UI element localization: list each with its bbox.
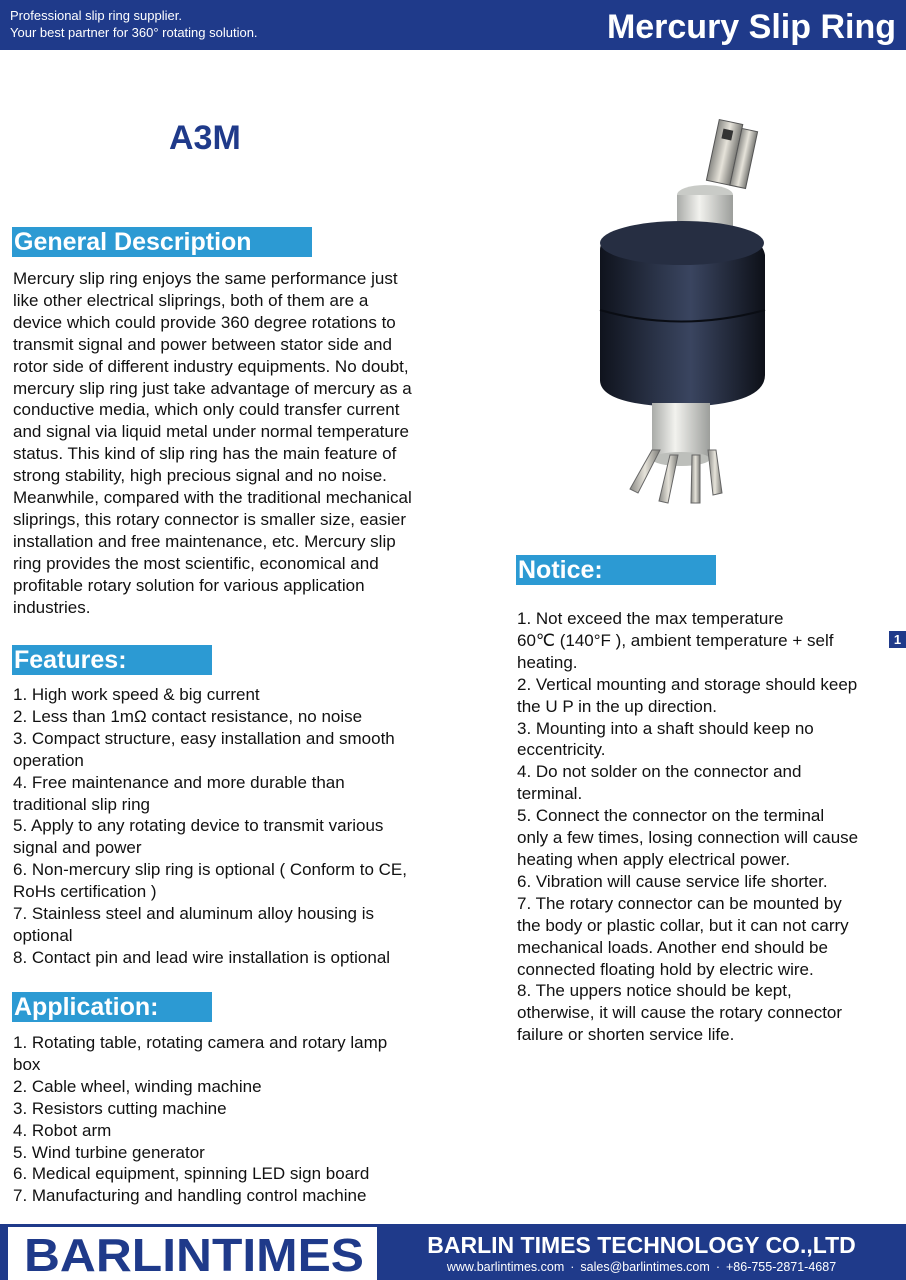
list-item: only a few times, losing connection will cause <box>517 828 859 848</box>
description-line: industries. <box>13 597 91 617</box>
list-item: 60℃ (140°F ), ambient temperature + self <box>517 630 834 650</box>
list-item: 3. Mounting into a shaft should keep no <box>517 718 814 738</box>
list-item: 7. Manufacturing and handling control machine <box>13 1186 367 1206</box>
description-line: ring provides the most scientific, economical and <box>13 553 379 573</box>
features-heading: Features: <box>12 645 212 675</box>
list-item: 2. Less than 1mΩ contact resistance, no noise <box>13 706 363 726</box>
tagline-line-2: Your best partner for 360° rotating solution. <box>10 25 258 40</box>
application-heading: Application: <box>12 992 212 1022</box>
list-item: the body or plastic collar, but it can not carry <box>517 915 849 935</box>
description-line: transmit signal and power between stator side and <box>13 334 392 354</box>
list-item: 1. High work speed & big current <box>13 685 260 704</box>
contact-line <box>377 1259 906 1275</box>
slip-ring-product-photo <box>560 105 780 515</box>
list-item: 3. Compact structure, easy installation and smooth <box>13 728 395 748</box>
list-item: 8. The uppers notice should be kept, <box>517 981 792 1001</box>
list-item: heating. <box>517 652 578 672</box>
list-item: 4. Robot arm <box>13 1120 112 1140</box>
list-item: mechanical loads. Another end should be <box>517 937 828 957</box>
list-item: 5. Connect the connector on the terminal <box>517 806 825 826</box>
separator: · <box>715 1260 720 1274</box>
footer-accent-bar <box>0 1227 8 1280</box>
list-item: the U P in the up direction. <box>517 696 718 716</box>
tagline-line-1: Professional slip ring supplier. <box>10 8 182 23</box>
description-line: profitable rotary solution for various application <box>13 575 365 595</box>
list-item: 2. Cable wheel, winding machine <box>13 1076 262 1096</box>
list-item: box <box>13 1054 41 1074</box>
list-item: 1. Not exceed the max temperature <box>517 609 784 628</box>
description-line: installation and free maintenance, etc. Mercury slip <box>13 531 396 551</box>
notice-list <box>517 608 897 1046</box>
list-item: otherwise, it will cause the rotary connector <box>517 1003 843 1023</box>
list-item: failure or shorten service life. <box>517 1025 735 1045</box>
list-item: 4. Do not solder on the connector and <box>517 762 802 782</box>
list-item: 6. Vibration will cause service life shorter. <box>517 871 828 891</box>
phone-number: +86-755-2871-4687 <box>725 1260 837 1274</box>
logo-text: BARLINTIMES <box>24 1229 364 1277</box>
description-line: and signal via liquid metal under normal temperature <box>13 422 409 442</box>
list-item: 5. Wind turbine generator <box>13 1142 205 1162</box>
description-line: like other electrical sliprings, both of them are a <box>13 290 369 310</box>
list-item: connected floating hold by electric wire. <box>517 959 814 979</box>
separator: · <box>570 1260 575 1274</box>
list-item: 1. Rotating table, rotating camera and rotary lamp <box>13 1033 388 1052</box>
list-item: 8. Contact pin and lead wire installation is optional <box>13 947 391 967</box>
list-item: optional <box>13 925 73 945</box>
description-line: conductive media, which only could transfer current <box>13 400 400 420</box>
features-list <box>13 684 453 969</box>
footer-contact-panel <box>377 1227 906 1280</box>
barlintimes-logo <box>22 1229 367 1277</box>
model-number: A3M <box>169 119 241 157</box>
list-item: 6. Non-mercury slip ring is optional ( Conform to CE, <box>13 860 407 880</box>
application-list <box>13 1032 453 1207</box>
description-line: sliprings, this rotary connector is smaller size, easier <box>13 509 407 529</box>
list-item: 7. Stainless steel and aluminum alloy housing is <box>13 904 374 924</box>
list-item: traditional slip ring <box>13 794 151 814</box>
description-line: strong stability, high precious signal and no noise. <box>13 466 387 486</box>
list-item: operation <box>13 750 84 770</box>
description-line: device which could provide 360 degree rotations to <box>13 312 396 332</box>
company-name: BARLIN TIMES TECHNOLOGY CO.,LTD <box>427 1232 856 1258</box>
list-item: 3. Resistors cutting machine <box>13 1098 227 1118</box>
description-line: rotor side of different industry equipments. No doubt, <box>13 356 409 376</box>
email-link[interactable]: sales@barlintimes.com <box>580 1260 710 1274</box>
list-item: 2. Vertical mounting and storage should keep <box>517 674 858 694</box>
list-item: eccentricity. <box>517 740 606 760</box>
description-line: Meanwhile, compared with the traditional mechanical <box>13 488 412 508</box>
list-item: terminal. <box>517 784 583 804</box>
page-header <box>0 0 906 50</box>
list-item: signal and power <box>13 838 142 858</box>
header-tagline <box>10 7 258 41</box>
list-item: 6. Medical equipment, spinning LED sign board <box>13 1164 370 1184</box>
description-line: Mercury slip ring enjoys the same performance just <box>13 269 398 288</box>
list-item: 5. Apply to any rotating device to transmit various <box>13 816 384 836</box>
list-item: heating when apply electrical power. <box>517 849 791 869</box>
list-item: RoHs certification ) <box>13 882 157 902</box>
website-link[interactable]: www.barlintimes.com <box>446 1260 565 1274</box>
page-number: 1 <box>889 631 906 648</box>
description-line: status. This kind of slip ring has the main feature of <box>13 444 397 464</box>
header-title: Mercury Slip Ring <box>606 8 896 46</box>
list-item: 7. The rotary connector can be mounted by <box>517 893 842 913</box>
list-item: 4. Free maintenance and more durable than <box>13 772 345 792</box>
description-line: mercury slip ring just take advantage of mercury as a <box>13 378 412 398</box>
general-description-text <box>13 268 453 619</box>
notice-heading: Notice: <box>516 555 716 585</box>
general-description-heading: General Description <box>12 227 312 257</box>
